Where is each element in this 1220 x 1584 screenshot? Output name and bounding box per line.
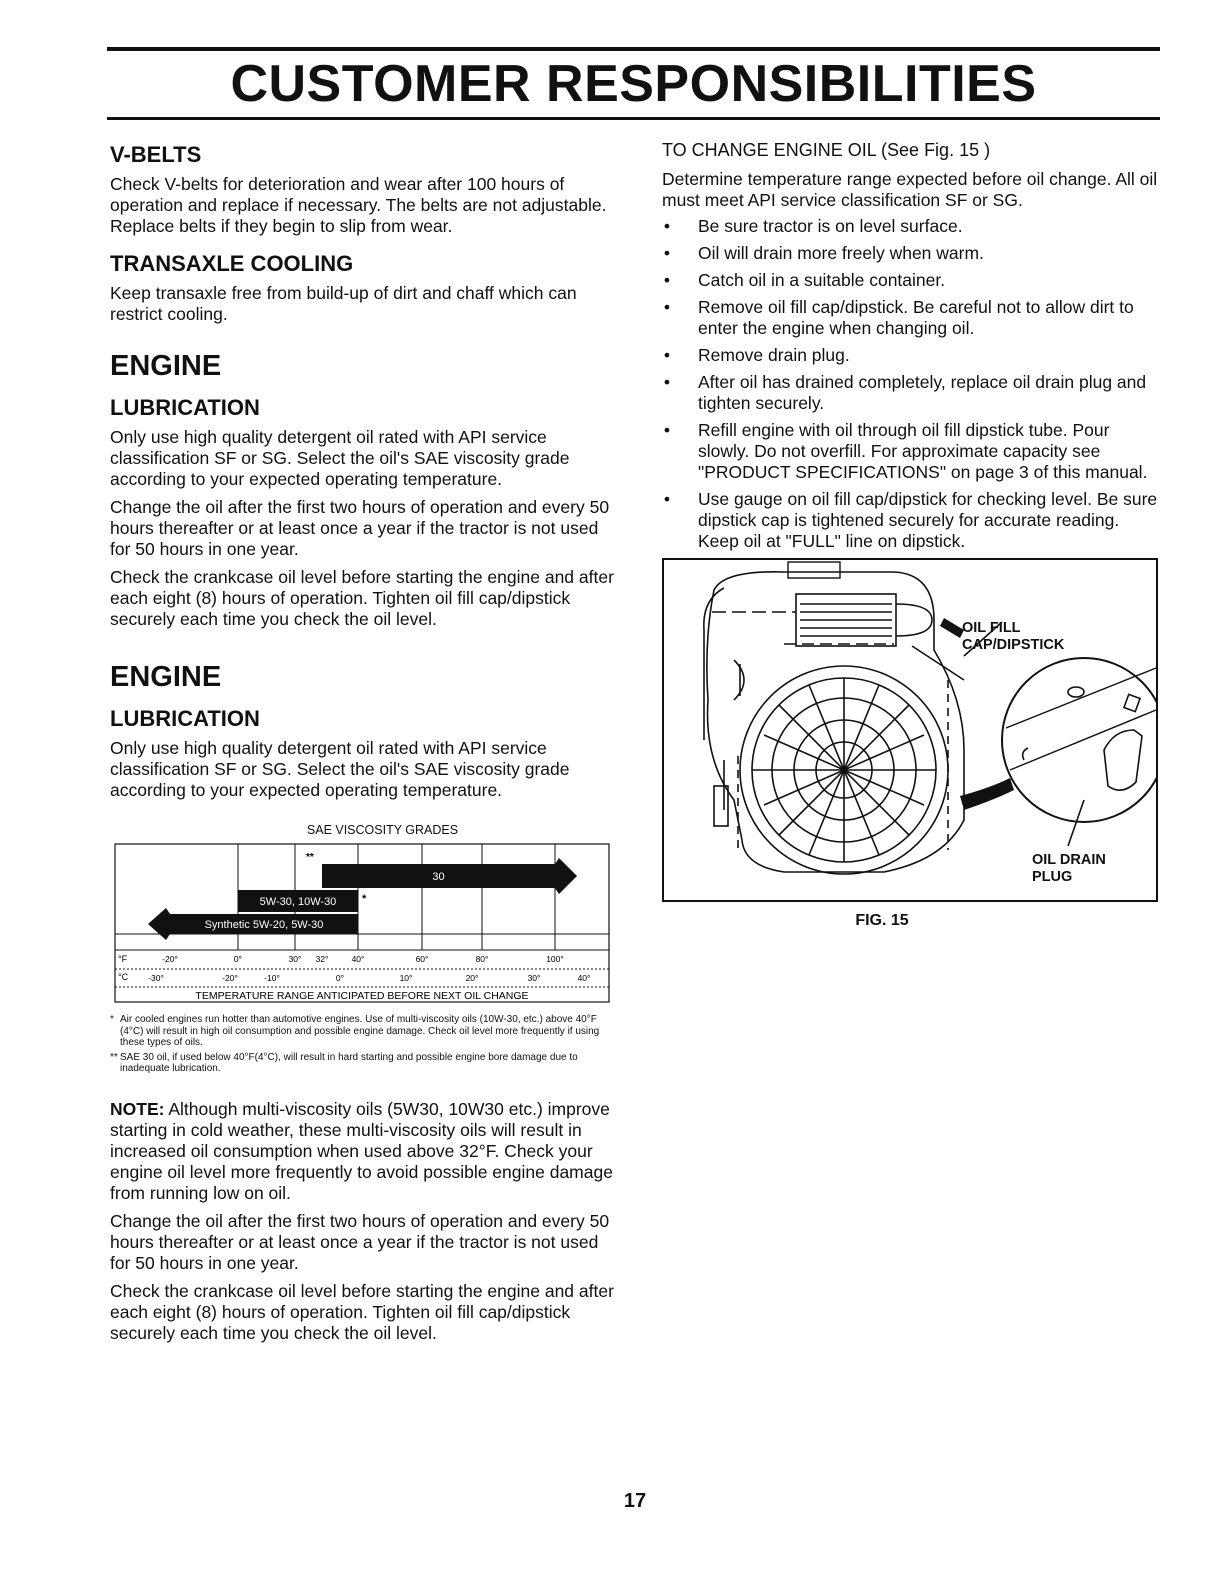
c-tick-label: 0° xyxy=(335,973,345,983)
note-text: Although multi-viscosity oils (5W30, 10W30 etc.) improve starting in cold weather, these multi-viscosity oils will result in increased oil consumption when used above 32°F. Check your engine oil level more frequently to avoid possible engine damage from running low on oil. xyxy=(110,1098,613,1203)
bullet-icon: • xyxy=(663,489,671,509)
vbelts-body: Check V-belts for deterioration and wear after 100 hours of operation and replace if necessary. The belts are not adjustable. Replace belts if they begin to slip from wear. xyxy=(110,174,607,236)
footnote-single-text: Air cooled engines run hotter than automotive engines. Use of multi-viscosity oils (10W-30, etc.) above 40°F (4°C) will result in high oil consumption and possible engine damage. Check oil level more frequently if using these types of oils. xyxy=(120,1014,600,1048)
chart-svg xyxy=(110,842,610,1004)
step-text: Oil will drain more freely when warm. xyxy=(698,243,984,263)
f-tick-label: 0° xyxy=(233,954,243,964)
f-tick-label: -20° xyxy=(162,954,178,964)
bullet-icon: • xyxy=(663,216,671,236)
chart-frame xyxy=(110,842,610,1004)
figure-15 xyxy=(662,558,1158,902)
engine-illustration xyxy=(664,560,1156,900)
c-tick-label: 10° xyxy=(399,973,413,983)
list-item xyxy=(662,372,1162,414)
chart-mark-double: ** xyxy=(306,852,314,863)
step-text: Remove drain plug. xyxy=(698,345,850,365)
bullet-icon: • xyxy=(663,420,671,440)
chart-bar-label-2: 5W-30, 10W-30 xyxy=(259,896,337,908)
step-text: Refill engine with oil through oil fill dipstick tube. Pour slowly. Do not overfill. For approximate capacity see "PRODUCT SPECIFICATIONS" on page 3 of this manual. xyxy=(698,420,1148,482)
c-tick-label: 40° xyxy=(577,973,591,983)
engine-heading-2: ENGINE xyxy=(110,661,222,693)
list-item xyxy=(662,216,1162,237)
oil-change-steps xyxy=(662,216,1162,552)
step-text: Be sure tractor is on level surface. xyxy=(698,216,963,236)
footnote-double-mark: ** xyxy=(110,1051,118,1063)
step-text: Catch oil in a suitable container. xyxy=(698,270,946,290)
footnote-double xyxy=(110,1052,615,1075)
bullet-icon: • xyxy=(663,243,671,263)
f-tick-label: 40° xyxy=(351,954,365,964)
vbelts-heading: V-BELTS xyxy=(110,142,202,167)
engine2-para-1: Only use high quality detergent oil rated with API service classification SF or SG. Select the oil's SAE viscosity grade according to your expected operating temperature. xyxy=(110,738,570,800)
list-item xyxy=(662,270,1162,291)
oil-change-heading: TO CHANGE ENGINE OIL (See Fig. 15 ) xyxy=(662,140,991,160)
chart-bar-label-3: Synthetic 5W-20, 5W-30 xyxy=(204,919,324,931)
list-item xyxy=(662,243,1162,264)
c-unit-label: °C xyxy=(118,972,129,982)
list-item xyxy=(662,297,1162,339)
bullet-icon: • xyxy=(663,345,671,365)
transaxle-body: Keep transaxle free from build-up of dirt and chaff which can restrict cooling. xyxy=(110,283,577,324)
page-title: CUSTOMER RESPONSIBILITIES xyxy=(230,55,1037,113)
engine1-para-1: Only use high quality detergent oil rated with API service classification SF or SG. Select the oil's SAE viscosity grade according to your expected operating temperature. xyxy=(110,427,570,489)
transaxle-heading: TRANSAXLE COOLING xyxy=(110,251,354,276)
f-tick-label: 100° xyxy=(546,954,564,964)
f-tick-label: 32° xyxy=(315,954,329,964)
oil-fill-label-line-2: CAP/DIPSTICK xyxy=(962,637,1065,653)
c-tick-label: -30° xyxy=(148,973,164,983)
bullet-icon: • xyxy=(663,270,671,290)
note-label: NOTE: xyxy=(110,1098,165,1119)
bullet-icon: • xyxy=(663,372,671,392)
header-rule-bottom xyxy=(107,117,1160,120)
left-column xyxy=(110,140,615,1344)
oil-fill-label xyxy=(962,620,1064,654)
figure-caption: FIG. 15 xyxy=(855,912,909,929)
footnote-single-mark: * xyxy=(110,1014,114,1025)
lubrication-heading-2: LUBRICATION xyxy=(110,706,260,731)
c-tick-label: -20° xyxy=(222,973,238,983)
c-tick-label: -10° xyxy=(264,973,280,983)
list-item xyxy=(662,489,1162,552)
step-text: Use gauge on oil fill cap/dipstick for checking level. Be sure dipstick cap is tightened securely for accurate reading. Keep oil at "FULL" line on dipstick. xyxy=(698,489,1158,551)
f-tick-label: 60° xyxy=(415,954,429,964)
chart-footnotes xyxy=(110,1014,615,1075)
chart-title: SAE VISCOSITY GRADES xyxy=(306,823,459,837)
viscosity-chart xyxy=(110,823,615,1075)
oil-drain-label xyxy=(1032,852,1106,886)
list-item xyxy=(662,345,1162,366)
chart-x-axis-title: TEMPERATURE RANGE ANTICIPATED BEFORE NEXT OIL CHANGE xyxy=(195,990,529,1002)
oil-change-intro: Determine temperature range expected before oil change. All oil must meet API service classification SF or SG. xyxy=(662,169,1158,210)
c-tick-label: 30° xyxy=(527,973,541,983)
chart-bar-1 xyxy=(322,858,577,894)
step-text: Remove oil fill cap/dipstick. Be careful not to allow dirt to enter the engine when changing oil. xyxy=(698,297,1134,338)
engine1-para-3: Check the crankcase oil level before starting the engine and after each eight (8) hours of operation. Tighten oil fill cap/dipstick securely each time you check the oil level. xyxy=(110,567,614,629)
f-tick-label: 80° xyxy=(475,954,489,964)
list-item xyxy=(662,420,1162,483)
chart-mark-single: * xyxy=(362,893,367,905)
lubrication-heading-1: LUBRICATION xyxy=(110,395,260,420)
footnote-single xyxy=(110,1014,615,1049)
footnote-double-text: SAE 30 oil, if used below 40°F(4°C), will result in hard starting and possible engine bore damage due to inadequate lubrication. xyxy=(120,1051,578,1074)
oil-drain-label-line-1: OIL DRAIN xyxy=(1032,852,1106,868)
note-para-3: Check the crankcase oil level before starting the engine and after each eight (8) hours of operation. Tighten oil fill cap/dipstick securely each time you check the oil level. xyxy=(110,1280,614,1343)
oil-drain-label-line-2: PLUG xyxy=(1032,869,1073,885)
right-column xyxy=(662,140,1162,930)
note-para-2: Change the oil after the first two hours of operation and every 50 hours thereafter or at least once a year if the tractor is not used for 50 hours in one year. xyxy=(110,1210,610,1273)
c-tick-label: 20° xyxy=(465,973,479,983)
bullet-icon: • xyxy=(663,297,671,317)
engine-heading-1: ENGINE xyxy=(110,350,222,382)
f-unit-label: °F xyxy=(118,954,128,964)
chart-bar-label-1: 30 xyxy=(432,871,445,883)
note-paragraph xyxy=(110,1099,615,1204)
oil-fill-label-line-1: OIL FILL xyxy=(962,620,1021,636)
page-number: 17 xyxy=(623,1490,647,1512)
step-text: After oil has drained completely, replace oil drain plug and tighten securely. xyxy=(698,372,1147,413)
f-tick-label: 30° xyxy=(288,954,302,964)
header-rule-top xyxy=(107,47,1160,51)
engine1-para-2: Change the oil after the first two hours of operation and every 50 hours thereafter or at least once a year if the tractor is not used for 50 hours in one year. xyxy=(110,497,610,559)
